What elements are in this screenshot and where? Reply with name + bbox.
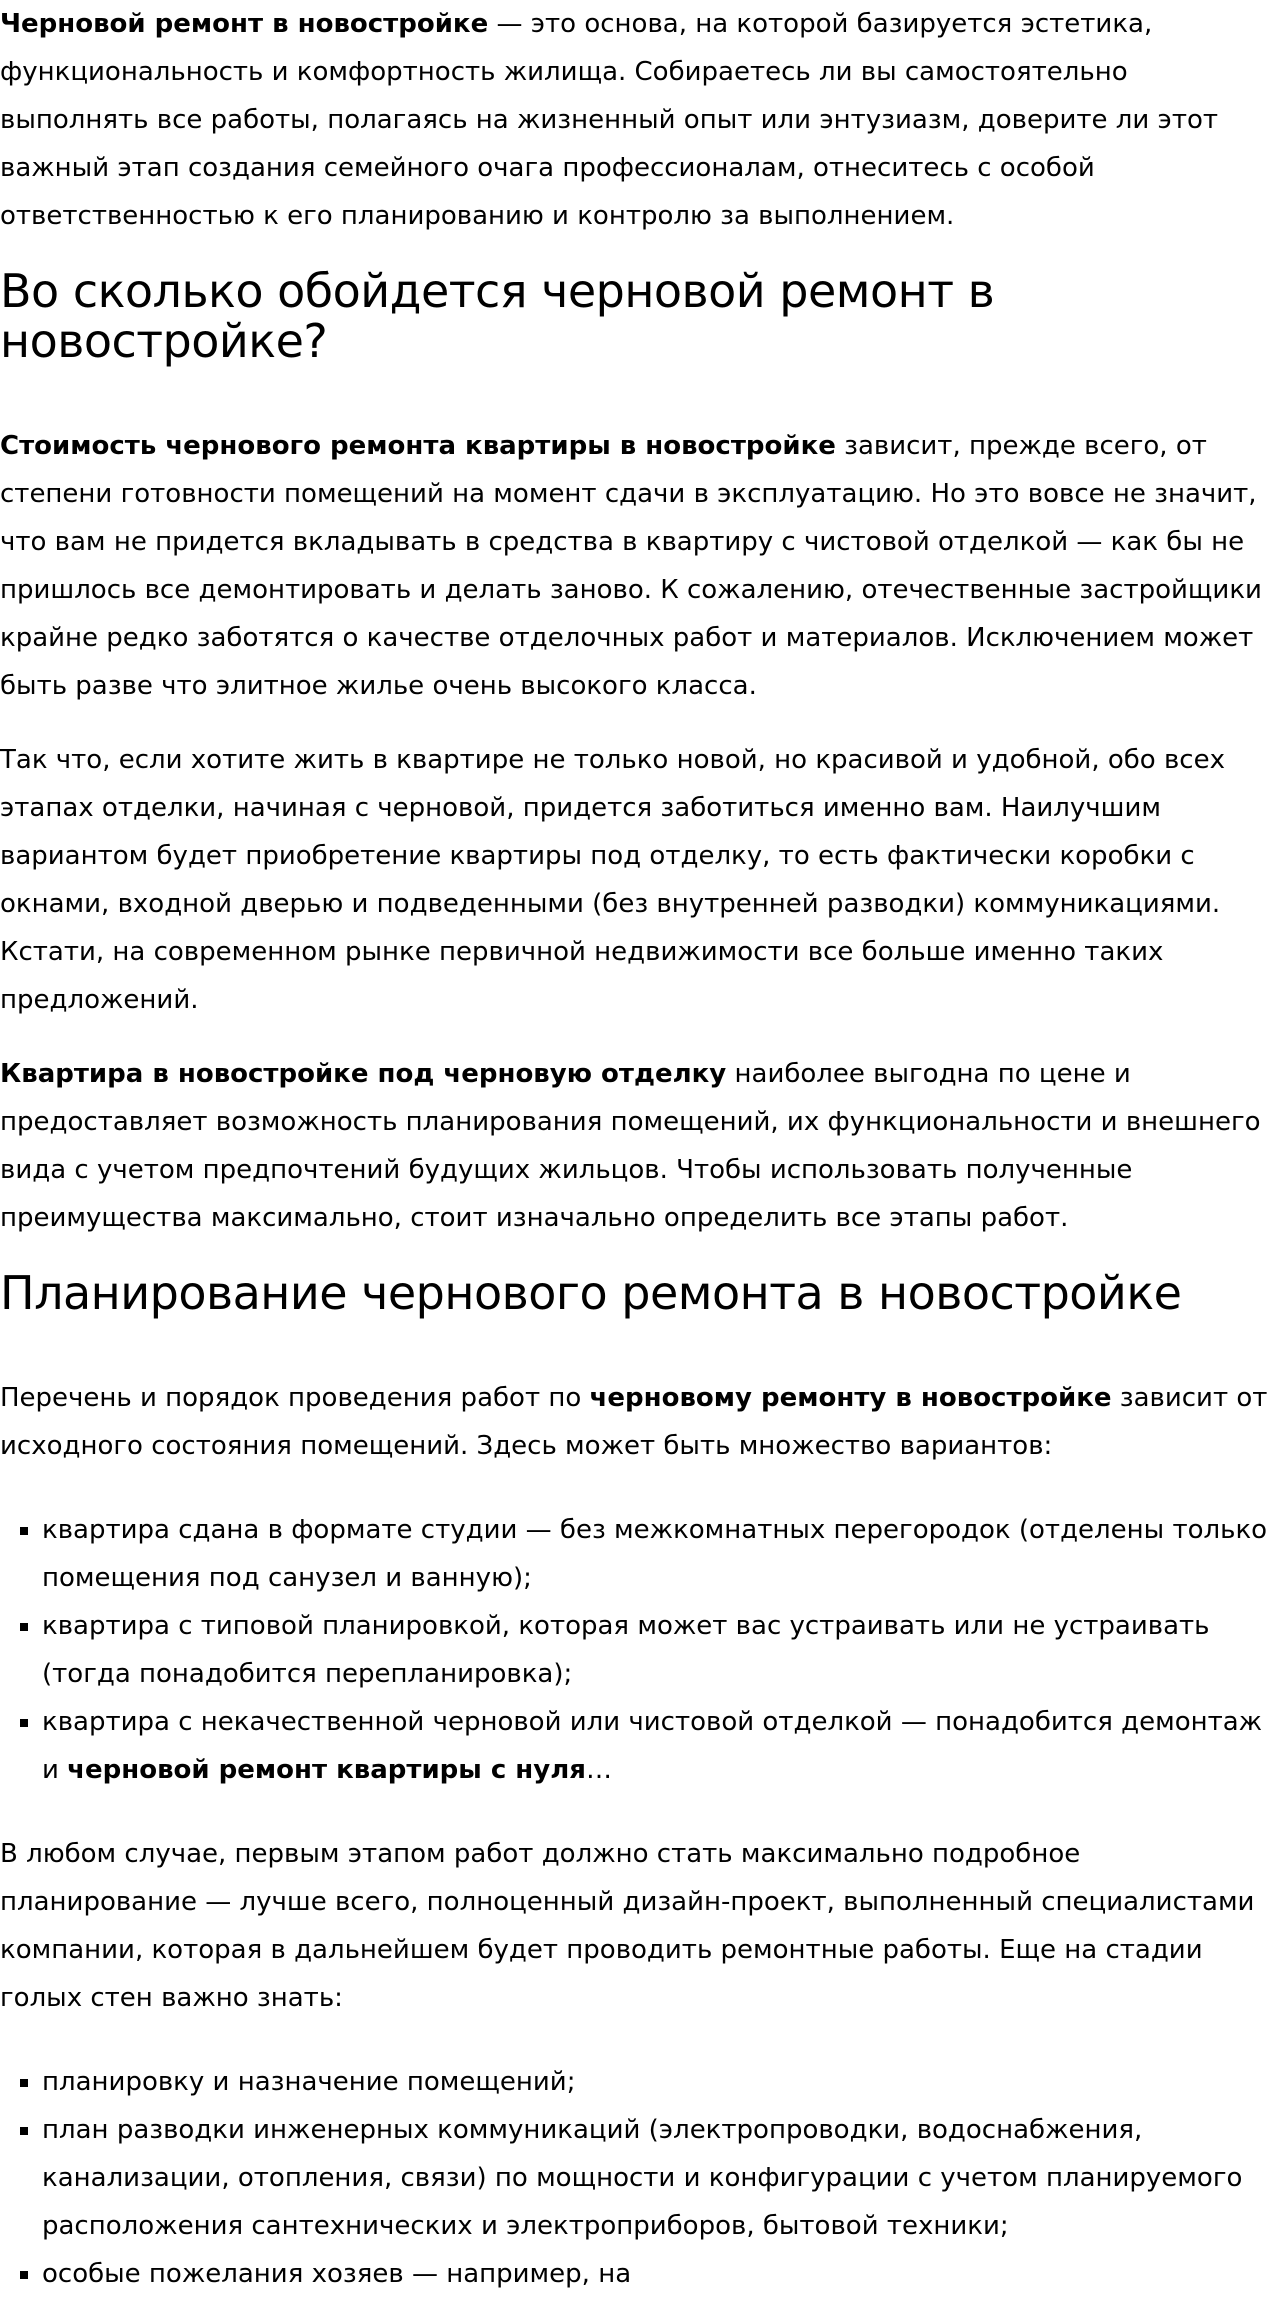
list-item bbox=[42, 1506, 1270, 1602]
cost-paragraph-1-bold-lead: Стоимость чернового ремонта квартиры в новостройке bbox=[0, 431, 836, 461]
planning-paragraph-1-lead: Перечень и порядок проведения работ по bbox=[0, 1383, 590, 1413]
intro-bold-lead: Черновой ремонт в новостройке bbox=[0, 9, 489, 39]
intro-text: — это основа, на которой базируется эстетика, функциональность и комфортность жилища. Собираетесь ли вы самостоятельно выполнять все работы, полагаясь на жизненный опыт или энтузиазм, доверите ли этот важный этап создания семейного очага профессионалам, отнеситесь с особой ответственностью к его планированию и контролю за выполнением. bbox=[0, 9, 1219, 231]
planning-paragraph-1-bold: черновому ремонту в новостройке bbox=[589, 1383, 1112, 1413]
apartment-variants-list bbox=[0, 1506, 1270, 1794]
list-item bbox=[42, 2106, 1270, 2250]
cost-paragraph-1-text: зависит, прежде всего, от степени готовности помещений на момент сдачи в эксплуатацию. Но это вовсе не значит, что вам не придется вкладывать в средства в квартиру с чистовой отделкой — как бы не пришлось все демонтировать и делать заново. К сожалению, отечественные застройщики крайне редко заботятся о качестве отделочных работ и материалов. Исключением может быть разве что элитное жилье очень высокого класса. bbox=[0, 431, 1262, 701]
planning-paragraph-2: В любом случае, первым этапом работ должно стать максимально подробное планирование — лучше всего, полноценный дизайн-проект, выполненный специалистами компании, которая в дальнейшем будет проводить ремонтные работы. Еще на стадии голых стен важно знать: bbox=[0, 1839, 1255, 2013]
cost-paragraph-3-text: наиболее выгодна по цене и предоставляет возможность планирования помещений, их функциональности и внешнего вида с учетом предпочтений будущих жильцов. Чтобы использовать полученные преимущества максимально, стоит изначально определить все этапы работ. bbox=[0, 1059, 1261, 1233]
planning-paragraph-1-tail: зависит от исходного состояния помещений. Здесь может быть множество вариантов: bbox=[0, 1383, 1268, 1461]
cost-paragraph-3-bold-lead: Квартира в новостройке под черновую отделку bbox=[0, 1059, 727, 1089]
cost-paragraph-3 bbox=[0, 1050, 1270, 1242]
list-item-text: квартира с типовой планировкой, которая может вас устраивать или не устраивать (тогда понадобится перепланировка); bbox=[42, 1611, 1210, 1689]
cost-paragraph-1 bbox=[0, 422, 1270, 710]
list-item-text: квартира сдана в формате студии — без межкомнатных перегородок (отделены только помещения под санузел и ванную); bbox=[42, 1515, 1268, 1593]
cost-paragraph-2: Так что, если хотите жить в квартире не только новой, но красивой и удобной, обо всех этапах отделки, начиная с черновой, придется заботиться именно вам. Наилучшим вариантом будет приобретение квартиры под отделку, то есть фактически коробки с окнами, входной дверью и подведенными (без внутренней разводки) коммуникациями. Кстати, на современном рынке первичной недвижимости все больше именно таких предложений. bbox=[0, 745, 1225, 1015]
list-item-bold: черновой ремонт квартиры с нуля bbox=[67, 1755, 586, 1785]
need-to-know-list bbox=[0, 2058, 1270, 2298]
cost-section-heading: Во сколько обойдется черновой ремонт в новостройке? bbox=[0, 264, 995, 368]
planning-section-heading: Планирование чернового ремонта в новостройке bbox=[0, 1266, 1182, 1320]
list-item bbox=[42, 2250, 1270, 2298]
list-item-tail: … bbox=[585, 1755, 612, 1785]
list-item-text: особые пожелания хозяев — например, на bbox=[42, 2259, 632, 2289]
list-item-text: планировку и назначение помещений; bbox=[42, 2067, 576, 2097]
list-item bbox=[42, 1698, 1270, 1794]
intro-paragraph bbox=[0, 0, 1270, 240]
list-item bbox=[42, 2058, 1270, 2106]
list-item bbox=[42, 1602, 1270, 1698]
planning-paragraph-1 bbox=[0, 1374, 1270, 1470]
list-item-text: квартира с некачественной черновой или чистовой отделкой — понадобится демонтаж и bbox=[42, 1707, 1263, 1785]
list-item-text: план разводки инженерных коммуникаций (электропроводки, водоснабжения, канализации, отопления, связи) по мощности и конфигурации с учетом планируемого расположения сантехнических и электроприборов, бытовой техники; bbox=[42, 2115, 1243, 2241]
